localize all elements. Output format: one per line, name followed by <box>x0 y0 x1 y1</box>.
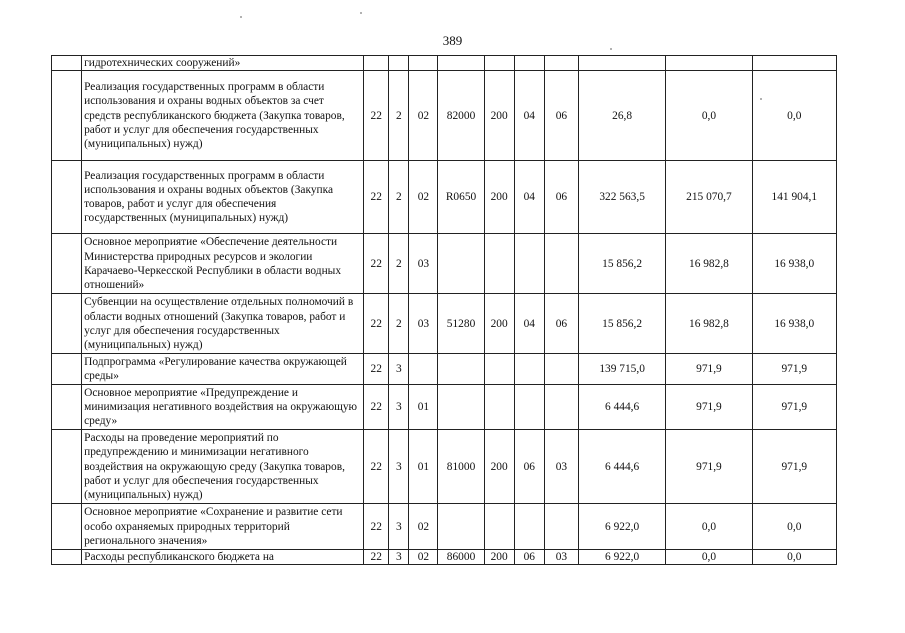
code-ministry: 22 <box>364 294 389 354</box>
code-event: 02 <box>409 71 438 161</box>
amount-year-1: 139 715,0 <box>578 354 665 385</box>
amount-year-1: 6 922,0 <box>578 504 665 550</box>
amount-year-2 <box>666 56 752 71</box>
index-cell <box>52 234 82 294</box>
table-row <box>52 161 837 234</box>
code-subsection <box>544 504 578 550</box>
code-section <box>514 354 544 385</box>
code-direction <box>438 354 484 385</box>
page-number: 389 <box>442 33 463 48</box>
item-name: Реализация государственных программ в области использования и охраны водных объектов (Закупка товаров, работ и услуг для обеспечения государственных (муниципальных) нужд) <box>82 161 364 234</box>
amount-year-1: 15 856,2 <box>578 234 665 294</box>
amount-year-1: 6 444,6 <box>578 430 665 504</box>
table-row <box>52 430 837 504</box>
code-event: 02 <box>409 550 438 565</box>
item-name: Реализация государственных программ в области использования и охраны водных объектов за счет средств республиканского бюджета (Закупка товаров, работ и услуг для обеспечения государственных (муниципальных) нужд) <box>82 71 364 161</box>
code-ministry: 22 <box>364 430 389 504</box>
code-subprogram <box>389 56 409 71</box>
item-name: Основное мероприятие «Сохранение и развитие сети особо охраняемых природных территорий регионального значения» <box>82 504 364 550</box>
amount-year-2: 0,0 <box>666 550 752 565</box>
amount-year-1: 322 563,5 <box>578 161 665 234</box>
table-row <box>52 354 837 385</box>
code-subsection <box>544 56 578 71</box>
code-subprogram: 2 <box>389 161 409 234</box>
amount-year-3: 971,9 <box>752 430 836 504</box>
table-row <box>52 71 837 161</box>
code-subsection: 03 <box>544 550 578 565</box>
code-expense-type: 200 <box>484 161 514 234</box>
amount-year-2: 0,0 <box>666 504 752 550</box>
code-subprogram: 3 <box>389 550 409 565</box>
code-direction: 86000 <box>438 550 484 565</box>
item-name: Расходы на проведение мероприятий по предупреждению и минимизации негативного воздействия на окружающую среду (Закупка товаров, работ и услуг для обеспечения государственных (муниципальных) нужд) <box>82 430 364 504</box>
code-direction: 82000 <box>438 71 484 161</box>
code-event <box>409 56 438 71</box>
table-row <box>52 294 837 354</box>
index-cell <box>52 385 82 430</box>
scan-speck <box>240 16 242 18</box>
code-expense-type <box>484 385 514 430</box>
index-cell <box>52 354 82 385</box>
code-section <box>514 504 544 550</box>
table-row <box>52 56 837 71</box>
amount-year-2: 0,0 <box>666 71 752 161</box>
amount-year-1: 6 444,6 <box>578 385 665 430</box>
amount-year-3: 971,9 <box>752 385 836 430</box>
code-subprogram: 3 <box>389 354 409 385</box>
amount-year-2: 971,9 <box>666 385 752 430</box>
index-cell <box>52 550 82 565</box>
index-cell <box>52 161 82 234</box>
code-section <box>514 234 544 294</box>
item-name: Основное мероприятие «Предупреждение и минимизация негативного воздействия на окружающую среду» <box>82 385 364 430</box>
index-cell <box>52 504 82 550</box>
code-subsection: 06 <box>544 161 578 234</box>
item-name: Расходы республиканского бюджета на <box>82 550 364 565</box>
code-subsection: 06 <box>544 71 578 161</box>
table-row <box>52 550 837 565</box>
code-section <box>514 56 544 71</box>
code-subprogram: 3 <box>389 385 409 430</box>
amount-year-2: 215 070,7 <box>666 161 752 234</box>
code-subprogram: 3 <box>389 430 409 504</box>
code-section: 06 <box>514 550 544 565</box>
code-event: 02 <box>409 504 438 550</box>
table-row <box>52 504 837 550</box>
code-ministry: 22 <box>364 354 389 385</box>
code-expense-type: 200 <box>484 430 514 504</box>
index-cell <box>52 71 82 161</box>
code-direction <box>438 56 484 71</box>
code-section: 04 <box>514 294 544 354</box>
amount-year-3: 141 904,1 <box>752 161 836 234</box>
code-ministry: 22 <box>364 550 389 565</box>
code-section: 04 <box>514 71 544 161</box>
index-cell <box>52 56 82 71</box>
code-ministry: 22 <box>364 71 389 161</box>
item-name: Основное мероприятие «Обеспечение деятельности Министерства природных ресурсов и экологии Карачаево-Черкесской Республики в области водных отношений» <box>82 234 364 294</box>
amount-year-3: 0,0 <box>752 504 836 550</box>
code-event: 03 <box>409 294 438 354</box>
code-expense-type <box>484 56 514 71</box>
amount-year-3: 16 938,0 <box>752 234 836 294</box>
item-name: гидротехнических сооружений» <box>82 56 364 71</box>
scan-speck <box>760 98 762 100</box>
code-event: 01 <box>409 385 438 430</box>
code-subsection: 03 <box>544 430 578 504</box>
code-subsection <box>544 234 578 294</box>
code-subprogram: 2 <box>389 234 409 294</box>
code-ministry: 22 <box>364 234 389 294</box>
code-subsection: 06 <box>544 294 578 354</box>
code-event <box>409 354 438 385</box>
amount-year-3: 971,9 <box>752 354 836 385</box>
code-ministry <box>364 56 389 71</box>
amount-year-3: 0,0 <box>752 550 836 565</box>
code-subprogram: 2 <box>389 294 409 354</box>
index-cell <box>52 430 82 504</box>
amount-year-1 <box>578 56 665 71</box>
scan-speck <box>610 48 612 50</box>
code-event: 01 <box>409 430 438 504</box>
amount-year-1: 15 856,2 <box>578 294 665 354</box>
code-expense-type <box>484 234 514 294</box>
table-row <box>52 385 837 430</box>
code-direction <box>438 504 484 550</box>
amount-year-2: 971,9 <box>666 430 752 504</box>
code-direction: 81000 <box>438 430 484 504</box>
amount-year-2: 971,9 <box>666 354 752 385</box>
code-ministry: 22 <box>364 385 389 430</box>
item-name: Подпрограмма «Регулирование качества окружающей среды» <box>82 354 364 385</box>
code-expense-type <box>484 504 514 550</box>
code-expense-type: 200 <box>484 294 514 354</box>
amount-year-1: 26,8 <box>578 71 665 161</box>
scan-speck <box>360 12 362 14</box>
code-subprogram: 2 <box>389 71 409 161</box>
code-section: 06 <box>514 430 544 504</box>
budget-table <box>51 55 837 565</box>
code-ministry: 22 <box>364 161 389 234</box>
code-subprogram: 3 <box>389 504 409 550</box>
code-section <box>514 385 544 430</box>
code-subsection <box>544 385 578 430</box>
code-event: 03 <box>409 234 438 294</box>
amount-year-3: 16 938,0 <box>752 294 836 354</box>
amount-year-2: 16 982,8 <box>666 294 752 354</box>
amount-year-1: 6 922,0 <box>578 550 665 565</box>
code-direction <box>438 234 484 294</box>
code-expense-type: 200 <box>484 550 514 565</box>
code-expense-type <box>484 354 514 385</box>
code-direction <box>438 385 484 430</box>
code-direction: 51280 <box>438 294 484 354</box>
amount-year-2: 16 982,8 <box>666 234 752 294</box>
code-subsection <box>544 354 578 385</box>
code-event: 02 <box>409 161 438 234</box>
table-row <box>52 234 837 294</box>
code-ministry: 22 <box>364 504 389 550</box>
code-direction: R0650 <box>438 161 484 234</box>
amount-year-3 <box>752 56 836 71</box>
amount-year-3: 0,0 <box>752 71 836 161</box>
code-section: 04 <box>514 161 544 234</box>
index-cell <box>52 294 82 354</box>
item-name: Субвенции на осуществление отдельных полномочий в области водных отношений (Закупка товаров, работ и услуг для обеспечения государственных (муниципальных) нужд) <box>82 294 364 354</box>
code-expense-type: 200 <box>484 71 514 161</box>
